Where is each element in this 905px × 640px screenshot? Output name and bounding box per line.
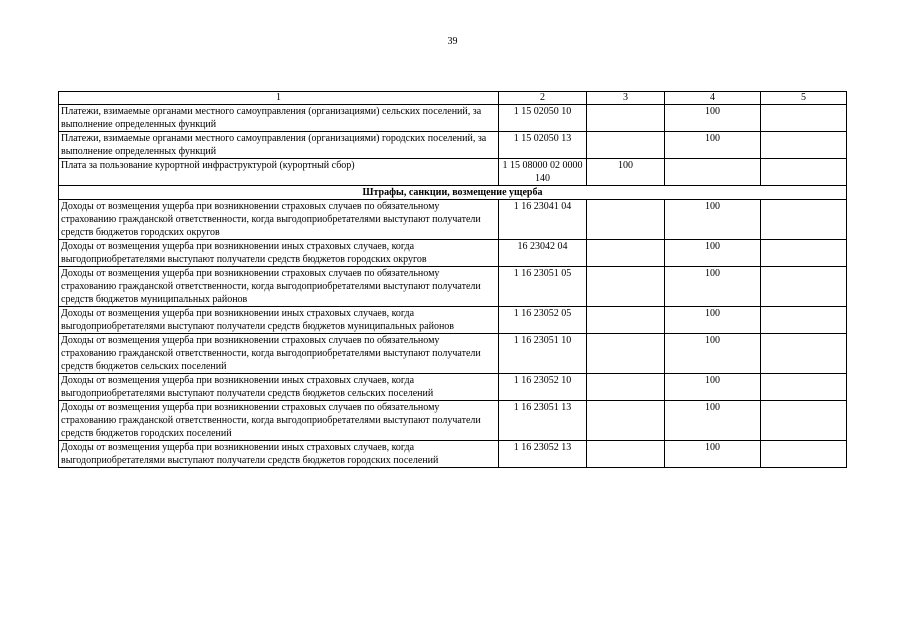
percent-cell-col5 (761, 441, 847, 468)
percent-cell-col5 (761, 105, 847, 132)
income-name-cell: Доходы от возмещения ущерба при возникновении страховых случаев по обязательному страхованию гражданской ответственности, когда выгодоприобретателями выступают получатели средств бюджетов городских округов (59, 200, 499, 240)
classification-code-cell: 1 16 23052 05 (499, 307, 587, 334)
income-name-cell: Доходы от возмещения ущерба при возникновении иных страховых случаев, когда выгодоприобретателями выступают получатели средств бюджетов сельских поселений (59, 374, 499, 401)
classification-code-cell: 1 16 23051 05 (499, 267, 587, 307)
percent-cell-col4: 100 (665, 105, 761, 132)
classification-code-cell: 1 16 23051 10 (499, 334, 587, 374)
page-number: 39 (447, 36, 458, 47)
percent-cell-col3 (587, 267, 665, 307)
income-name-cell: Платежи, взимаемые органами местного самоуправления (организациями) сельских поселений, за выполнение определенных функций (59, 105, 499, 132)
income-name-cell: Доходы от возмещения ущерба при возникновении страховых случаев по обязательному страхованию гражданской ответственности, когда выгодоприобретателями выступают получатели средств бюджетов сельских поселений (59, 334, 499, 374)
percent-cell-col5 (761, 132, 847, 159)
percent-cell-col5 (761, 307, 847, 334)
percent-cell-col3 (587, 334, 665, 374)
classification-code-cell: 1 16 23052 13 (499, 441, 587, 468)
income-name-cell: Платежи, взимаемые органами местного самоуправления (организациями) городских поселений, за выполнение определенных функций (59, 132, 499, 159)
table-row (59, 240, 847, 267)
income-name-cell: Доходы от возмещения ущерба при возникновении страховых случаев по обязательному страхованию гражданской ответственности, когда выгодоприобретателями выступают получатели средств бюджетов городских поселений (59, 401, 499, 441)
table-row (59, 441, 847, 468)
percent-cell-col3 (587, 200, 665, 240)
percent-cell-col3: 100 (587, 159, 665, 186)
classification-code-cell: 1 16 23041 04 (499, 200, 587, 240)
column-header-1: 1 (59, 92, 499, 105)
classification-code-cell: 1 15 08000 02 0000 140 (499, 159, 587, 186)
classification-code-cell: 1 15 02050 13 (499, 132, 587, 159)
percent-cell-col4: 100 (665, 401, 761, 441)
percent-cell-col4: 100 (665, 441, 761, 468)
percent-cell-col3 (587, 401, 665, 441)
table-row (59, 307, 847, 334)
percent-cell-col3 (587, 441, 665, 468)
percent-cell-col4: 100 (665, 374, 761, 401)
percent-cell-col4: 100 (665, 334, 761, 374)
classification-code-cell: 1 15 02050 10 (499, 105, 587, 132)
percent-cell-col3 (587, 307, 665, 334)
percent-cell-col5 (761, 401, 847, 441)
percent-cell-col5 (761, 159, 847, 186)
percent-cell-col3 (587, 240, 665, 267)
percent-cell-col4: 100 (665, 132, 761, 159)
classification-code-cell: 16 23042 04 (499, 240, 587, 267)
income-name-cell: Доходы от возмещения ущерба при возникновении иных страховых случаев, когда выгодоприобретателями выступают получатели средств бюджетов городских округов (59, 240, 499, 267)
percent-cell-col4: 100 (665, 240, 761, 267)
column-header-2: 2 (499, 92, 587, 105)
table-header-row (59, 92, 847, 105)
classification-code-cell: 1 16 23051 13 (499, 401, 587, 441)
percent-cell-col5 (761, 334, 847, 374)
percent-cell-col5 (761, 240, 847, 267)
percent-cell-col5 (761, 200, 847, 240)
income-name-cell: Плата за пользование курортной инфраструктурой (курортный сбор) (59, 159, 499, 186)
percent-cell-col5 (761, 267, 847, 307)
percent-cell-col3 (587, 374, 665, 401)
section-header-row (59, 186, 847, 200)
percent-cell-col4: 100 (665, 267, 761, 307)
percent-cell-col3 (587, 105, 665, 132)
percent-cell-col4 (665, 159, 761, 186)
table-row (59, 200, 847, 240)
income-name-cell: Доходы от возмещения ущерба при возникновении иных страховых случаев, когда выгодоприобретателями выступают получатели средств бюджетов муниципальных районов (59, 307, 499, 334)
income-name-cell: Доходы от возмещения ущерба при возникновении страховых случаев по обязательному страхованию гражданской ответственности, когда выгодоприобретателями выступают получатели средств бюджетов муниципальных районов (59, 267, 499, 307)
column-header-5: 5 (761, 92, 847, 105)
percent-cell-col5 (761, 374, 847, 401)
table-row (59, 159, 847, 186)
percent-cell-col4: 100 (665, 200, 761, 240)
table-row (59, 334, 847, 374)
section-title: Штрафы, санкции, возмещение ущерба (59, 186, 847, 200)
table-row (59, 132, 847, 159)
column-header-3: 3 (587, 92, 665, 105)
table-row (59, 105, 847, 132)
revenue-table (58, 91, 847, 468)
percent-cell-col3 (587, 132, 665, 159)
table-row (59, 401, 847, 441)
income-name-cell: Доходы от возмещения ущерба при возникновении иных страховых случаев, когда выгодоприобретателями выступают получатели средств бюджетов городских поселений (59, 441, 499, 468)
table-row (59, 374, 847, 401)
classification-code-cell: 1 16 23052 10 (499, 374, 587, 401)
column-header-4: 4 (665, 92, 761, 105)
percent-cell-col4: 100 (665, 307, 761, 334)
table-row (59, 267, 847, 307)
